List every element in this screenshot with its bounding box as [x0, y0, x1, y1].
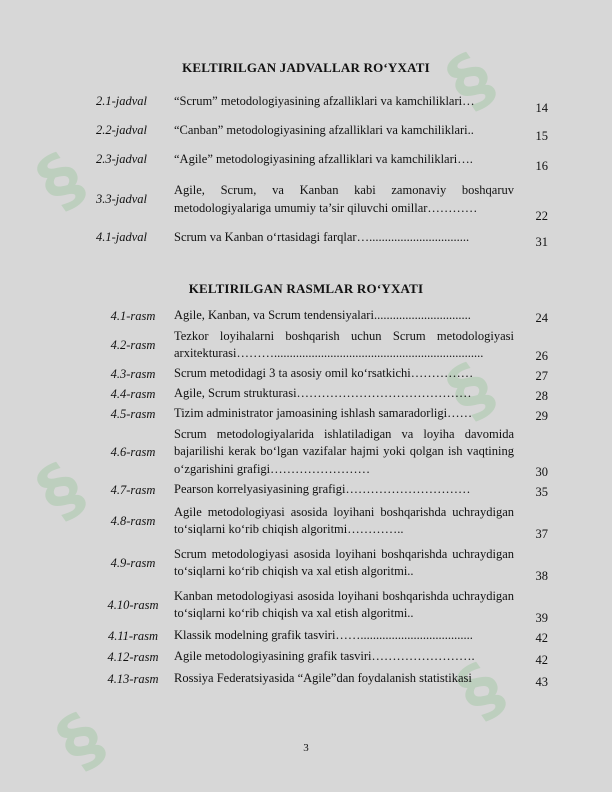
tables-list-heading: KELTIRILGAN JADVALLAR RO‘YXATI [182, 60, 430, 75]
item-text: Agile, Scrum strukturasi…………………………………… [174, 386, 472, 401]
item-text: “Agile” metodologiyasining afzalliklari va kamchiliklari…. [174, 152, 473, 166]
figures-list-heading: KELTIRILGAN RASMLAR RO‘YXATI [188, 281, 424, 296]
item-page: 42 [535, 653, 548, 667]
list-item [96, 326, 548, 364]
svg-text:§: § [442, 646, 519, 734]
svg-text:§: § [432, 346, 509, 434]
list-item [96, 626, 548, 646]
item-label: 4.1-rasm [110, 308, 156, 323]
list-item [96, 144, 548, 174]
list-item [96, 86, 548, 116]
item-page: 31 [535, 235, 548, 249]
item-label: 4.11-rasm [107, 628, 159, 643]
item-text: Klassik modelning grafik tasviri…….................................... [174, 628, 473, 643]
page-number: 3 [303, 742, 309, 754]
item-page: 22 [535, 209, 548, 223]
item-page: 29 [535, 409, 548, 423]
item-label: 2.3-jadval [96, 151, 148, 166]
item-page: 24 [535, 311, 548, 325]
item-label: 4.8-rasm [110, 513, 156, 528]
list-item [96, 404, 548, 424]
item-text: Scrum va Kanban o‘rtasidagi farqlar…................................ [174, 230, 470, 244]
list-item [96, 224, 548, 250]
item-page: 37 [535, 527, 548, 541]
item-page: 42 [535, 631, 548, 645]
item-page: 14 [535, 101, 548, 115]
list-item [96, 364, 548, 384]
item-label: 4.2-rasm [110, 337, 156, 352]
item-text: Agile metodologiyasi asosida loyihani boshqarishda uchraydigan to‘siqlarni ko‘rib chiqish algoritmi………….. [174, 504, 514, 536]
item-page: 26 [535, 349, 548, 363]
list-item [96, 306, 548, 326]
item-label: 3.3-jadval [96, 191, 148, 206]
list-item [96, 646, 548, 668]
item-label: 4.5-rasm [110, 406, 156, 421]
item-label: 4.6-rasm [110, 444, 156, 459]
tables-list [96, 86, 548, 250]
item-text: Scrum metodologiyasi asosida loyihani boshqarishda uchraydigan to‘siqlarni ko‘rib chiqish va xal etish algoritmi.. [174, 546, 514, 578]
item-page: 35 [535, 485, 548, 499]
item-text: Rossiya Federatsiyasida “Agile”dan foydalanish statistikasi [174, 671, 472, 686]
item-label: 4.7-rasm [110, 482, 156, 497]
item-label: 4.13-rasm [107, 671, 159, 686]
item-label: 4.10-rasm [107, 597, 159, 612]
list-item [96, 424, 548, 480]
item-page: 27 [535, 369, 548, 383]
item-label: 2.1-jadval [96, 93, 148, 108]
item-text: Scrum metodidagi 3 ta asosiy omil ko‘rsatkichi…………… [174, 366, 474, 381]
item-label: 4.3-rasm [110, 366, 156, 381]
item-text: Tizim administrator jamoasining ishlash samaradorligi…… [174, 406, 473, 421]
item-text: Pearson korrelyasiyasining grafigi………………………… [174, 482, 471, 497]
item-label: 4.4-rasm [110, 386, 156, 401]
item-page: 28 [535, 389, 548, 403]
item-label: 4.9-rasm [110, 555, 156, 570]
list-item [96, 174, 548, 224]
list-item [96, 668, 548, 690]
item-page: 30 [535, 465, 548, 479]
svg-text:§: § [22, 446, 99, 534]
item-page: 38 [535, 569, 548, 583]
list-item [96, 542, 548, 584]
svg-text:§: § [42, 696, 119, 784]
list-item [96, 500, 548, 542]
item-text: Agile, Scrum, va Kanban kabi zamonaviy boshqaruv metodologiyalariga umumiy ta’sir qiluvchi omillar………… [174, 183, 514, 215]
list-item [96, 384, 548, 404]
item-text: “Scrum” metodologiyasining afzalliklari va kamchiliklari… [174, 94, 475, 108]
item-label: 4.12-rasm [107, 649, 159, 664]
item-page: 16 [535, 159, 548, 173]
item-text: Tezkor loyihalarni boshqarish uchun Scrum metodologiyasi arxitekturasi………................................................................... [174, 328, 514, 360]
item-text: Agile metodologiyasining grafik tasviri……………………. [174, 649, 475, 664]
item-page: 15 [535, 129, 548, 143]
item-text: Agile, Kanban, va Scrum tendensiyalari............................... [174, 308, 471, 323]
list-item [96, 584, 548, 626]
item-page: 39 [535, 611, 548, 625]
item-page: 43 [535, 675, 548, 689]
figures-list [96, 306, 548, 690]
item-text: Kanban metodologiyasi asosida loyihani boshqarishda uchraydigan to‘siqlarni ko‘rib chiqish va xal etish algoritmi.. [174, 588, 514, 620]
svg-text:§: § [432, 36, 509, 124]
list-item [96, 480, 548, 500]
item-label: 2.2-jadval [96, 122, 148, 137]
item-text: Scrum metodologiyalarida ishlatiladigan va loyiha davomida bajarilishi kerak bo‘lgan vazifalar hajmi yoki qolgan ish vaqtining o‘zgarishini grafigi…………………… [174, 427, 514, 476]
item-text: “Canban” metodologiyasining afzalliklari va kamchiliklari.. [174, 123, 474, 137]
svg-text:§: § [22, 136, 99, 224]
list-item [96, 116, 548, 144]
item-label: 4.1-jadval [96, 229, 148, 244]
